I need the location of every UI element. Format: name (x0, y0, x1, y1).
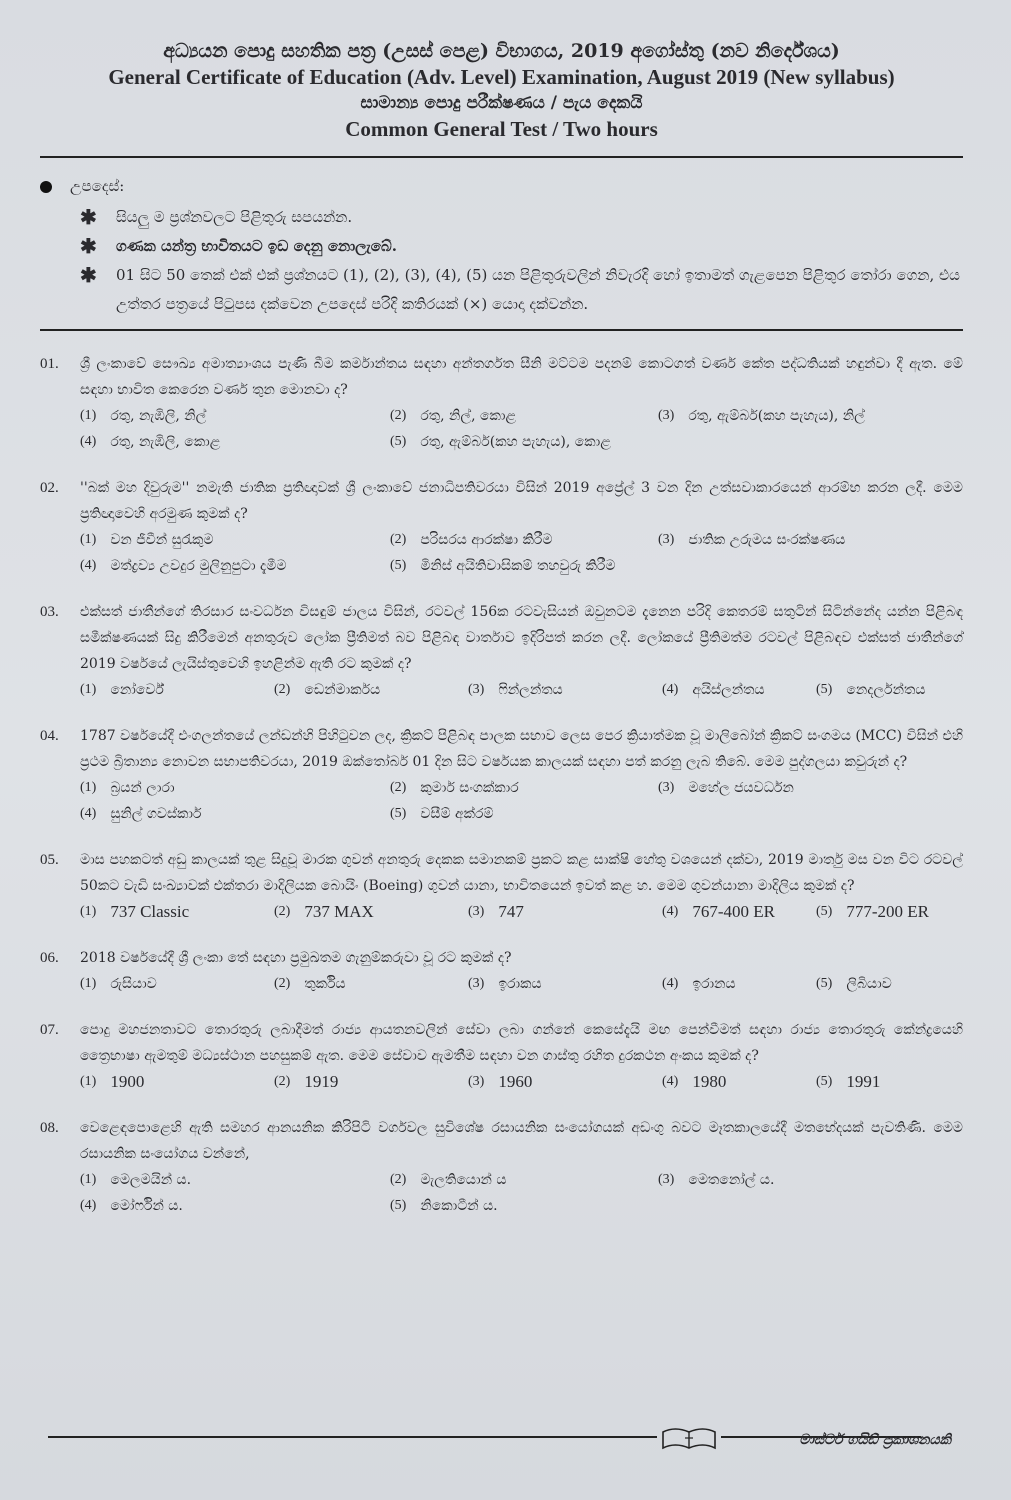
option-number: (5) (816, 1074, 833, 1089)
option-text: වසීම් අක්රම් (420, 806, 494, 822)
answer-option (658, 775, 963, 801)
option-number: (1) (80, 532, 97, 547)
asterisk-icon: ✱ (80, 205, 97, 229)
option-text: නිකොටීන් ය. (420, 1198, 498, 1214)
question-number: 07. (40, 1022, 59, 1038)
instructions (40, 172, 963, 319)
answer-option (274, 677, 468, 703)
answer-option (80, 429, 390, 455)
question-number: 08. (40, 1120, 59, 1136)
answer-options (80, 1167, 963, 1219)
option-number: (3) (468, 976, 485, 991)
option-text: මැලතියොන් ය (420, 1172, 507, 1188)
option-number: (5) (816, 682, 833, 697)
answer-option (274, 971, 468, 997)
answer-options (80, 971, 963, 997)
answer-options (80, 677, 963, 703)
option-text: රතු, නැඹිලි, නිල් (110, 408, 207, 424)
answer-option (274, 1069, 468, 1095)
exam-title-sinhala: අධ්‍යයන පොදු සහතික පත්‍ර (උසස් පෙළ) විභාගය, 2019 අගෝස්තු (නව නිර්දේශය) (163, 40, 840, 62)
answer-option (468, 1069, 662, 1095)
option-text: 1919 (304, 1072, 339, 1091)
asterisk-icon: ✱ (80, 263, 97, 287)
answer-option (658, 1167, 963, 1193)
option-number: (2) (274, 976, 291, 991)
answer-option (662, 1069, 816, 1095)
question-list (40, 351, 963, 1219)
question-text: 1787 වර්ෂයේදී එංගලන්තයේ ලන්ඩන්හි පිහිටුවන ලද, ක්‍රිකට් පිළිබඳ පාලක සභාව ලෙස පෙර ක්‍රියාත්මක වූ මාලිබෝන් ක්‍රිකට් සංගමය (MCC) විසින් එහි ප්‍රථම බ්‍රිතාන්‍ය නොවන සභාපතිවරයා, 2019 ඔක්තෝබර් 01 දින සිට වර්ෂයක කාලයක් සඳහා පත් කරනු ලැබ තිබේ. මෙම පුද්ගලයා කවුරුන් ද? (80, 728, 963, 770)
option-number: (4) (80, 1198, 97, 1213)
answer-option (80, 971, 274, 997)
option-number: (3) (468, 1074, 485, 1089)
option-number: (4) (662, 682, 679, 697)
option-text: 1991 (846, 1072, 881, 1091)
exam-subtitle-sinhala: සාමාන්‍ය පොදු පරීක්ෂණය / පැය දෙකයි (360, 93, 643, 113)
option-text: ෆින්ලන්තය (498, 682, 563, 698)
option-number: (1) (80, 408, 97, 423)
option-number: (1) (80, 976, 97, 991)
answer-option (662, 677, 816, 703)
question-6 (40, 945, 963, 997)
answer-options (80, 775, 963, 827)
option-text: මෝර්ෆින් ය. (110, 1198, 183, 1214)
question-text: ''බක් මහ දිවුරුම'' නමැති ජාතික ප්‍රතිඥාවක් ශ්‍රී ලංකාවේ ජනාධිපතිවරයා විසින් 2019 අප්‍රේල් 3 වන දින උත්සවාකාරයෙන් ආරම්භ කරන ලදී. මෙම ප්‍රතිඥාවෙහි අරමුණ කුමක් ද? (80, 480, 963, 522)
option-text: වන ජීවීන් සුරැකුම (110, 532, 214, 548)
option-number: (2) (390, 408, 407, 423)
answer-option (80, 775, 390, 801)
asterisk-icon: ✱ (80, 234, 97, 258)
answer-option (80, 553, 390, 579)
option-number: (1) (80, 1172, 97, 1187)
answer-option (816, 677, 963, 703)
option-number: (5) (816, 904, 833, 919)
answer-option (468, 971, 662, 997)
option-text: නෝර්වේ (110, 682, 164, 698)
option-number: (2) (390, 1172, 407, 1187)
option-text: අයිස්ලන්තය (692, 682, 765, 698)
option-text: රුසියාව (110, 976, 157, 992)
option-text: මහේල ජයවර්ධන (688, 780, 794, 796)
option-number: (4) (80, 806, 97, 821)
question-number: 05. (40, 852, 59, 868)
publisher-name: මාස්ටර් ගයිඩ් ප්‍රකාශනයකි (799, 1432, 951, 1448)
option-text: රතු, ඇම්බර්(කහ පැහැය), කොළ (420, 434, 611, 450)
option-number: (1) (80, 780, 97, 795)
answer-option (390, 1193, 658, 1219)
option-number: (3) (468, 682, 485, 697)
question-1 (40, 351, 963, 455)
instruction-item: ✱ සියලු ම ප්‍රශ්නවලට පිළිතුරු සපයන්න. (80, 203, 963, 232)
question-text: 2018 වර්ෂයේදී ශ්‍රී ලංකා තේ සඳහා ප්‍රමුඛතම ගැනුම්කරුවා වූ රට කුමක් ද? (80, 950, 512, 966)
answer-option (80, 403, 390, 429)
option-text: 737 MAX (304, 902, 374, 921)
answer-option (80, 677, 274, 703)
option-number: (4) (662, 904, 679, 919)
question-8 (40, 1115, 963, 1219)
answer-option (468, 677, 662, 703)
exam-title-english: General Certificate of Education (Adv. Level) Examination, August 2019 (New syllabus) (108, 65, 895, 89)
option-text: තුර්කිය (304, 976, 346, 992)
question-7 (40, 1017, 963, 1095)
option-text: 767-400 ER (692, 902, 775, 921)
option-number: (2) (390, 780, 407, 795)
question-text: ශ්‍රී ලංකාවේ සෞඛ්‍ය අමාත්‍යාංශය පැණි බීම කර්මාන්තය සඳහා අන්තර්ගත සීනි මට්ටම පදනම් කොටගත් වර්ණ කේත පද්ධතියක් හඳුන්වා දී ඇත. මේ සඳහා භාවිත කෙරෙන වර්ණ තුන මොනවා ද? (80, 356, 963, 398)
answer-option (80, 1069, 274, 1095)
answer-options (80, 403, 963, 455)
option-text: ජාතික උරුමය සංරක්ෂණය (688, 532, 846, 548)
question-2 (40, 475, 963, 579)
question-number: 01. (40, 356, 59, 372)
option-text: ඉරානය (692, 976, 736, 992)
answer-option (658, 527, 963, 553)
option-number: (3) (658, 780, 675, 795)
bullet-icon (40, 181, 52, 193)
option-number: (1) (80, 904, 97, 919)
option-number: (5) (816, 976, 833, 991)
option-text: මත්ද්‍රව්‍ය උවදුර මුලිනුපුටා දැමීම (110, 558, 287, 574)
option-number: (5) (390, 806, 407, 821)
question-text: පොදු මහජනතාවට තොරතුරු ලබාදීමත් රාජ්‍ය ආයතනවලින් සේවා ලබා ගන්නේ කෙසේදැයි මඟ පෙන්වීමත් සඳහා රාජ්‍ය තොරතුරු කේන්ද්‍රයෙහි ත්‍රෛභාෂා ඇමතුම් මධ්‍යස්ථාන පහසුකම් ඇත. මෙම සේවාව ඇමතීම සඳහා වන ගාස්තු රහිත දුරකථන අංකය කුමක් ද? (80, 1022, 963, 1064)
instruction-item: ✱ ගණක යන්ත්‍ර භාවිතයට ඉඩ දෙනු නොලැබේ. (80, 232, 963, 261)
option-number: (3) (658, 408, 675, 423)
answer-option (390, 775, 658, 801)
answer-option (80, 801, 390, 827)
option-number: (5) (390, 434, 407, 449)
answer-option (390, 801, 658, 827)
footer-divider (48, 1424, 921, 1450)
option-number: (2) (390, 532, 407, 547)
option-number: (4) (662, 1074, 679, 1089)
option-text: මෙතනෝල් ය. (688, 1172, 775, 1188)
option-text: මෙලමයින් ය. (110, 1172, 192, 1188)
option-text: ඩෙන්මාර්කය (304, 682, 381, 698)
answer-option (390, 527, 658, 553)
option-number: (5) (390, 1198, 407, 1213)
question-4 (40, 723, 963, 827)
answer-options (80, 527, 963, 579)
answer-option (80, 1193, 390, 1219)
question-text: වෙළෙඳපොළෙහි ඇති සමහර ආනයනික කිරිපිටි වර්ගවල සුවිශේෂ රසායනික සංයෝගයක් අඩංගු බවට මෑතකාලයේදී මතභේදයක් පැවතිණි. මෙම රසායනික සංයෝගය වන්නේ, (80, 1120, 963, 1162)
option-text: පරිසරය ආරක්ෂා කිරීම (420, 532, 553, 548)
question-number: 04. (40, 728, 59, 744)
option-text: රතු, නැඹිලි, කොළ (110, 434, 221, 450)
answer-option (390, 1167, 658, 1193)
option-number: (2) (274, 682, 291, 697)
option-text: 777-200 ER (846, 902, 929, 921)
answer-option (662, 899, 816, 925)
answer-option (274, 899, 468, 925)
answer-options (80, 899, 963, 925)
header-divider (40, 156, 963, 158)
exam-subtitle-english: Common General Test / Two hours (345, 117, 658, 141)
question-number: 02. (40, 480, 59, 496)
option-number: (4) (80, 558, 97, 573)
option-text: ලිබියාව (846, 976, 892, 992)
option-text: 737 Classic (110, 902, 190, 921)
question-number: 03. (40, 604, 59, 620)
answer-option (390, 403, 658, 429)
open-book-icon (661, 1424, 717, 1450)
answer-options (80, 1069, 963, 1095)
answer-option (816, 899, 963, 925)
option-number: (1) (80, 1074, 97, 1089)
option-text: 747 (498, 902, 524, 921)
question-3 (40, 599, 963, 703)
answer-option (816, 1069, 963, 1095)
answer-option (390, 553, 658, 579)
question-text: මාස පහකටත් අඩු කාලයක් තුළ සිදුවූ මාරක ගුවන් අනතුරු දෙකක සමානකම් ප්‍රකට කළ සාක්ෂි හේතු වශයෙන් දක්වා, 2019 මාර්තු මස වන විට රටවල් 50කට වැඩි සංඛ්‍යාවක් එක්තරා මාදිලියක බොයිං (Boeing) ගුවන් යානා, භාවිතයෙන් ඉවත් කළ හ. මෙම ගුවන්යානා මාදිලිය කුමක් ද? (80, 852, 963, 894)
answer-option (468, 899, 662, 925)
question-5 (40, 847, 963, 925)
option-number: (4) (80, 434, 97, 449)
option-number: (3) (658, 532, 675, 547)
option-text: 1900 (110, 1072, 145, 1091)
option-number: (5) (390, 558, 407, 573)
instruction-item: ✱ 01 සිට 50 තෙක් එක් එක් ප්‍රශ්නයට (1), (2), (3), (4), (5) යන පිළිතුරුවලින් නිවැරදි හෝ ඉතාමත් ගැළපෙන පිළිතුර තෝරා ගෙන, එය උත්තර පත්‍රයේ පිටුපස දක්වෙන උපදෙස් පරිදි කතිරයක් (×) යොදා දක්වන්න. (80, 261, 963, 319)
answer-option (80, 527, 390, 553)
option-text: බ්‍රයන් ලාරා (110, 780, 175, 796)
option-number: (1) (80, 682, 97, 697)
answer-option (390, 429, 658, 455)
answer-option (662, 971, 816, 997)
option-number: (2) (274, 904, 291, 919)
answer-option (816, 971, 963, 997)
option-text: රතු, නිල්, කොළ (420, 408, 517, 424)
option-text: සුනිල් ගවස්කාර් (110, 806, 202, 822)
exam-header (40, 38, 963, 142)
option-text: රතු, ඇම්බර්(කහ පැහැය), නිල් (688, 408, 865, 424)
option-text: 1980 (692, 1072, 727, 1091)
instructions-divider (40, 329, 963, 331)
answer-option (80, 1167, 390, 1193)
option-number: (2) (274, 1074, 291, 1089)
question-text: එක්සත් ජාතීන්ගේ තිරසාර සංවර්ධන විසඳුම් ජාලය විසින්, රටවල් 156ක රටවැසියන් ඔවුනටම දැනෙන පරිදි කෙතරම් සතුටින් සිටින්නේද යන්න පිළිබඳ සමීක්ෂණයක් සිදු කිරීමෙන් අනතුරුව ලෝක ප්‍රීතිමත් බව පිළිබඳ වාර්තාව ඉදිරිපත් කරන ලදී. ලෝකයේ ප්‍රීතිමත්ම රටවල් පිළිබඳව එක්සත් ජාතීන්ගේ 2019 වර්ෂයේ ලැයිස්තුවෙහි ඉහළින්ම ඇති රට කුමක් ද? (80, 604, 963, 672)
answer-option (80, 899, 274, 925)
option-text: කුමාර් සංගක්කාර (420, 780, 519, 796)
option-number: (3) (658, 1172, 675, 1187)
option-text: මිනිස් අයිතිවාසිකම් තහවුරු කිරීම (420, 558, 616, 574)
answer-option (658, 403, 963, 429)
option-text: ඉරාකය (498, 976, 542, 992)
option-text: 1960 (498, 1072, 533, 1091)
option-number: (3) (468, 904, 485, 919)
option-number: (4) (662, 976, 679, 991)
instructions-title: උපදෙස්: (70, 177, 125, 195)
option-text: නෙදර්ලන්තය (846, 682, 926, 698)
question-number: 06. (40, 950, 59, 966)
